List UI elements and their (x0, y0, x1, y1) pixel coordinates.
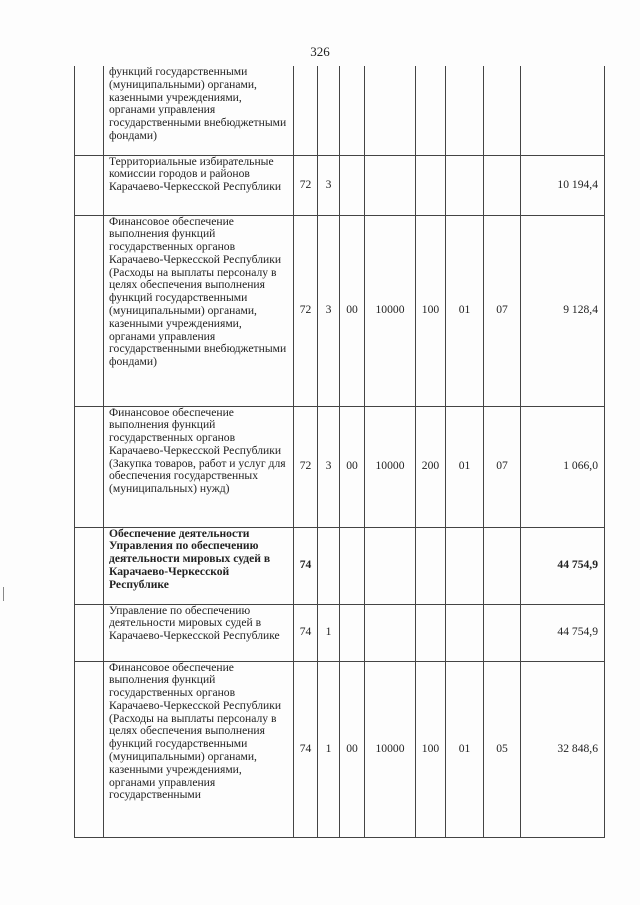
code-pr (340, 527, 365, 604)
row-description: Территориальные избирательные комиссии городов и районов Карачаево-Черкесской Республики (104, 155, 294, 215)
table-row-section (75, 527, 605, 604)
code-rz: 3 (318, 155, 340, 215)
row-description: Обеспечение деятельности Управления по обеспечению деятельности мировых судей в Карачаево-Черкесской Республике (104, 527, 294, 604)
code-rz (318, 66, 340, 155)
code-c1: 01 (446, 661, 484, 837)
code-c1: 01 (446, 406, 484, 527)
code-c2: 05 (484, 661, 521, 837)
code-min: 74 (294, 604, 318, 661)
row-description: Финансовое обеспечение выполнения функций государственных органов Карачаево-Черкесской Республики (Расходы на выплаты персоналу в целях обеспечения выполнения функций государственными (муниципальными) органами, казенными учреждениями, органами управления государственными (104, 661, 294, 837)
code-c1 (446, 527, 484, 604)
code-csr (365, 604, 416, 661)
row-amount: 1 066,0 (521, 406, 605, 527)
code-rz: 3 (318, 406, 340, 527)
code-c2 (484, 604, 521, 661)
code-c2: 07 (484, 215, 521, 406)
empty-cell (75, 215, 104, 406)
empty-cell (75, 155, 104, 215)
empty-cell (75, 406, 104, 527)
page-number: 326 (310, 44, 330, 59)
code-min: 72 (294, 215, 318, 406)
code-c1 (446, 604, 484, 661)
row-description: функций государственными (муниципальными) органами, казенными учреждениями, органами управления государственными внебюджетными фондами) (104, 66, 294, 155)
scan-margin-mark (3, 587, 4, 601)
code-c2 (484, 527, 521, 604)
code-csr: 10000 (365, 661, 416, 837)
code-c2 (484, 155, 521, 215)
code-min: 72 (294, 155, 318, 215)
row-description: Управление по обеспечению деятельности мировых судей в Карачаево-Черкесской Республике (104, 604, 294, 661)
code-min (294, 66, 318, 155)
code-csr (365, 527, 416, 604)
row-amount: 44 754,9 (521, 527, 605, 604)
table-row (75, 406, 605, 527)
code-c1: 01 (446, 215, 484, 406)
code-csr: 10000 (365, 215, 416, 406)
table-row (75, 661, 605, 837)
code-c1 (446, 155, 484, 215)
code-rz: 3 (318, 215, 340, 406)
code-pr: 00 (340, 661, 365, 837)
code-pr: 00 (340, 215, 365, 406)
empty-cell (75, 66, 104, 155)
code-vr (416, 604, 446, 661)
code-rz: 1 (318, 604, 340, 661)
code-pr (340, 66, 365, 155)
code-rz (318, 527, 340, 604)
row-amount: 44 754,9 (521, 604, 605, 661)
empty-cell (75, 604, 104, 661)
code-min: 72 (294, 406, 318, 527)
table-row (75, 604, 605, 661)
budget-table (74, 66, 605, 838)
code-vr (416, 66, 446, 155)
code-csr (365, 66, 416, 155)
table-row (75, 215, 605, 406)
row-description: Финансовое обеспечение выполнения функций государственных органов Карачаево-Черкесской Республики (Расходы на выплаты персоналу в целях обеспечения выполнения функций государственными (муниципальными) органами, казенными учреждениями, органами управления государственными внебюджетными фондами) (104, 215, 294, 406)
code-pr (340, 155, 365, 215)
row-description: Финансовое обеспечение выполнения функций государственных органов Карачаево-Черкесской Республики (Закупка товаров, работ и услуг для обеспечения государственных (муниципальных) нужд) (104, 406, 294, 527)
code-min: 74 (294, 527, 318, 604)
code-c1 (446, 66, 484, 155)
code-pr: 00 (340, 406, 365, 527)
code-vr: 100 (416, 215, 446, 406)
table-row (75, 155, 605, 215)
code-c2: 07 (484, 406, 521, 527)
code-rz: 1 (318, 661, 340, 837)
row-amount: 10 194,4 (521, 155, 605, 215)
code-csr (365, 155, 416, 215)
code-vr: 100 (416, 661, 446, 837)
code-vr (416, 527, 446, 604)
empty-cell (75, 661, 104, 837)
code-c2 (484, 66, 521, 155)
code-vr (416, 155, 446, 215)
code-csr: 10000 (365, 406, 416, 527)
empty-cell (75, 527, 104, 604)
row-amount (521, 66, 605, 155)
code-pr (340, 604, 365, 661)
code-vr: 200 (416, 406, 446, 527)
code-min: 74 (294, 661, 318, 837)
row-amount: 32 848,6 (521, 661, 605, 837)
table-row (75, 66, 605, 155)
row-amount: 9 128,4 (521, 215, 605, 406)
